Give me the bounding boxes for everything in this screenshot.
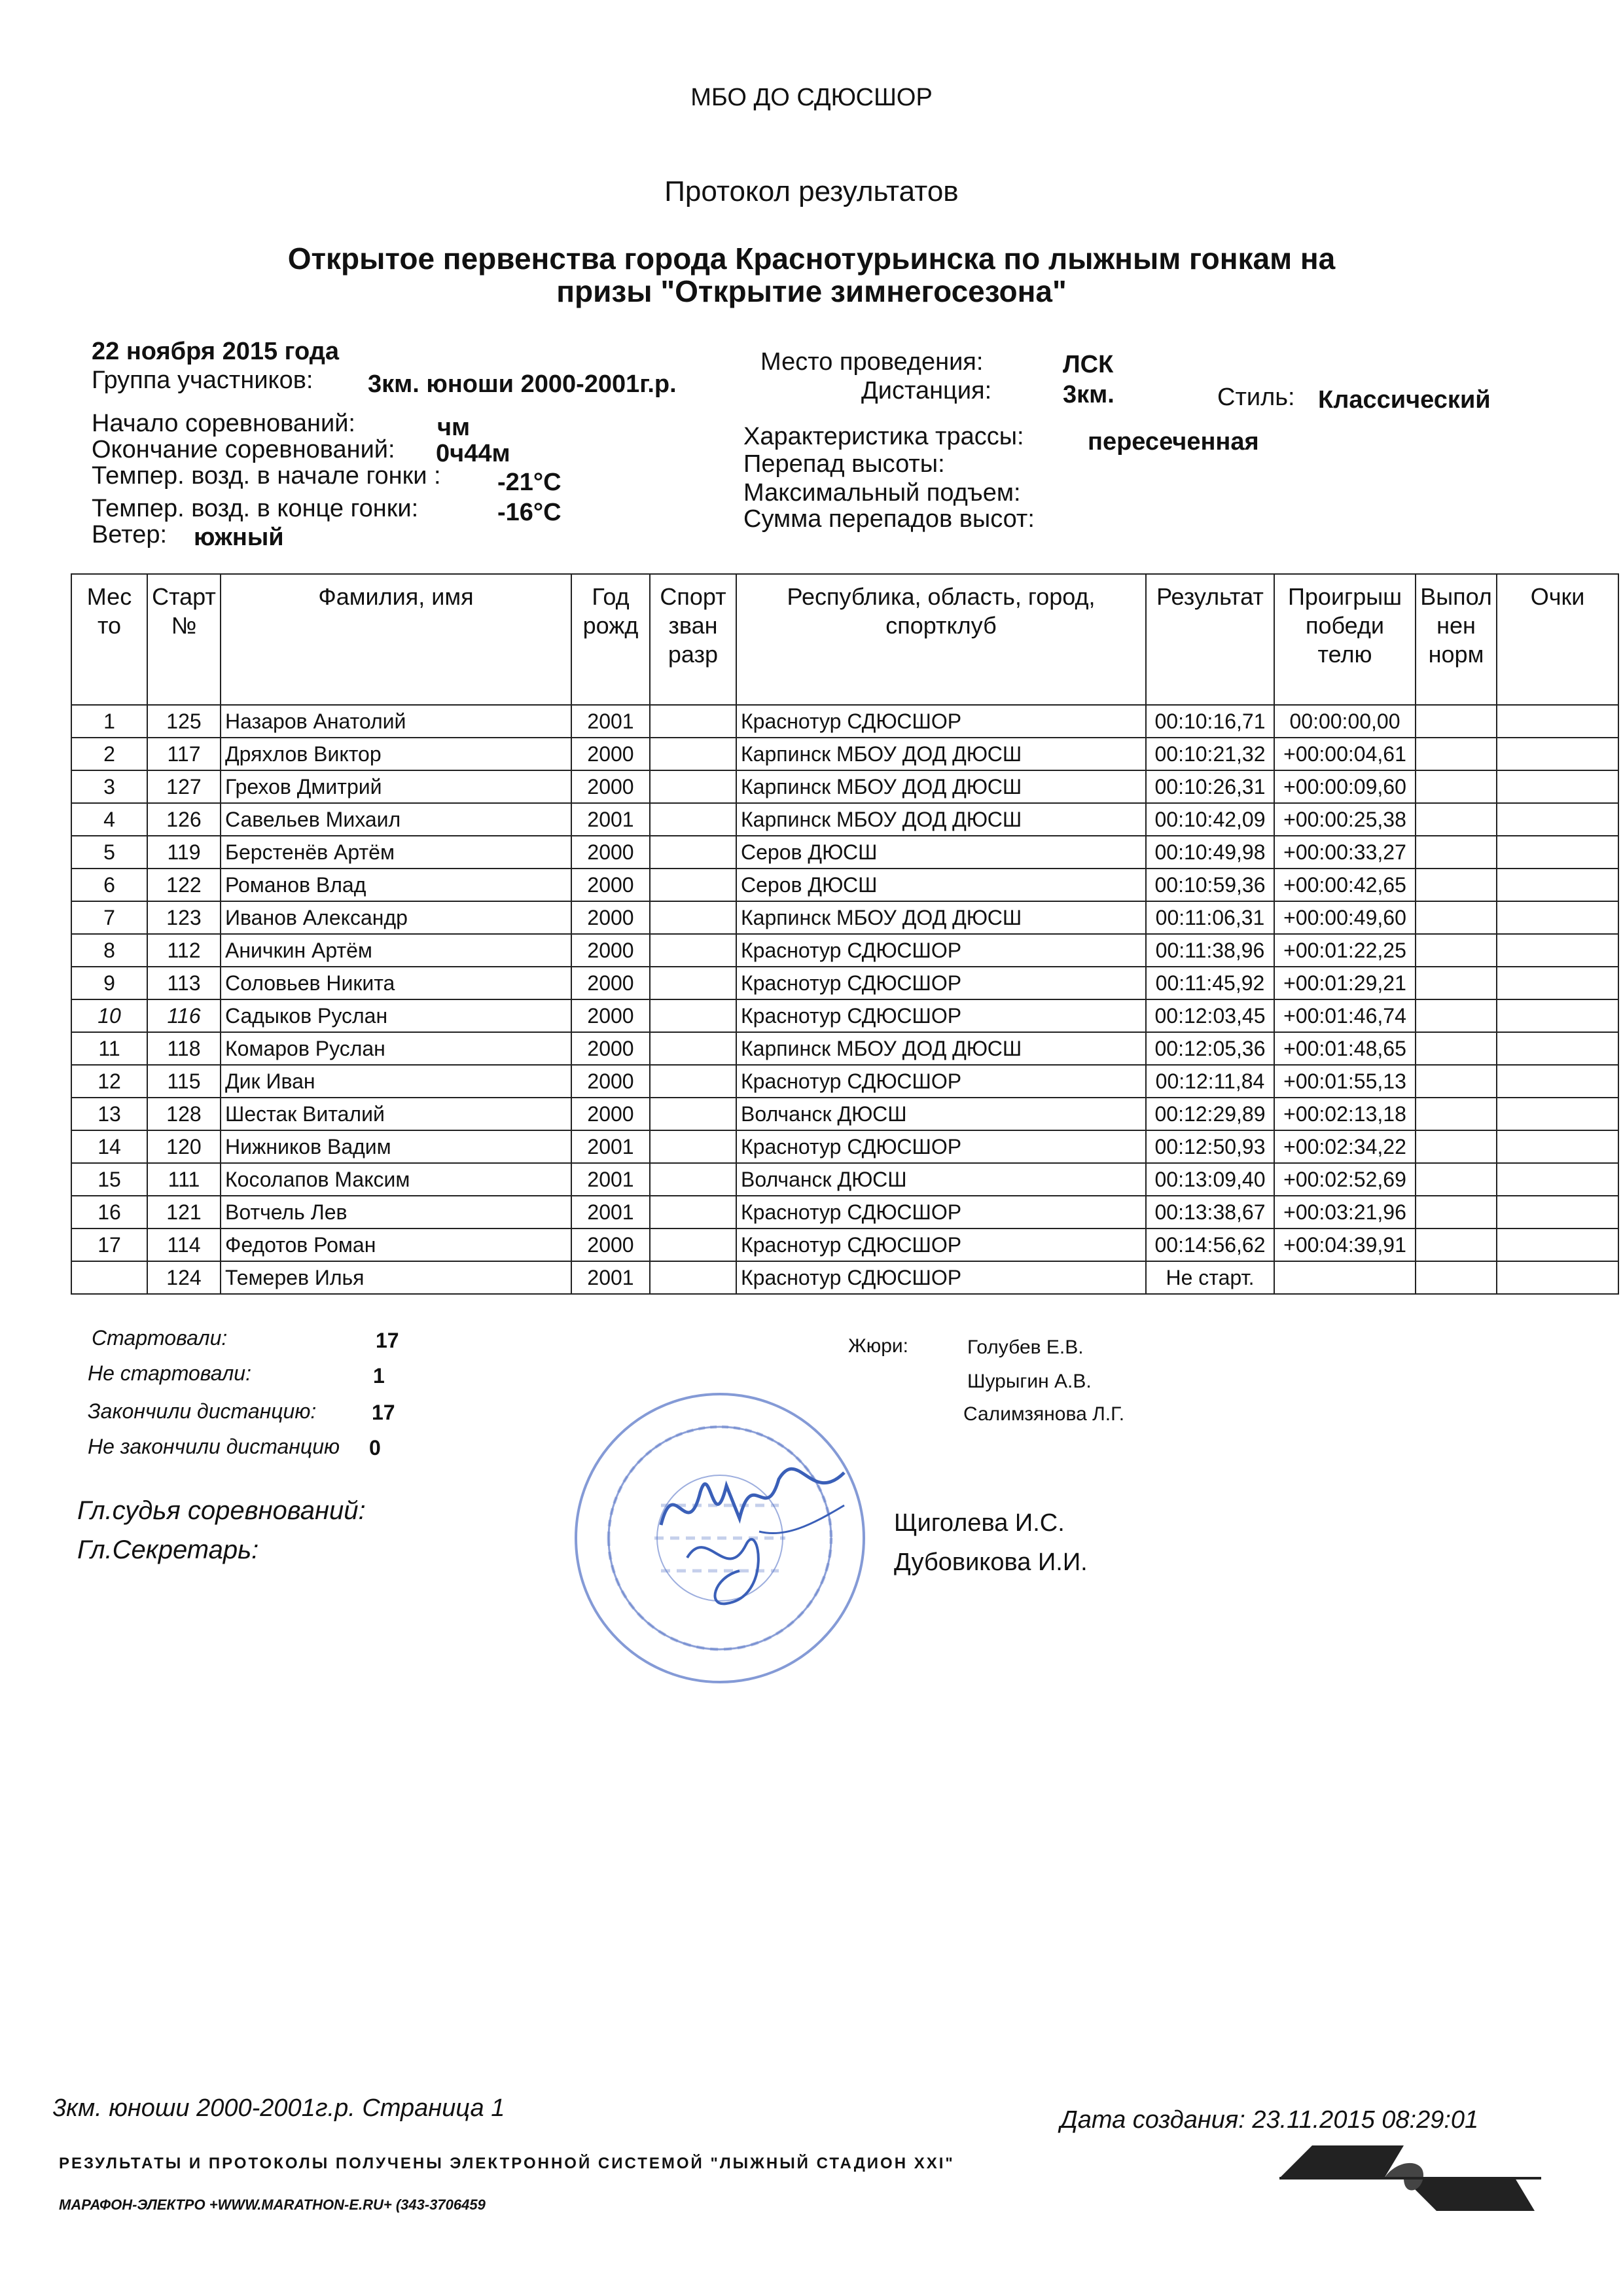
not-started-label: Не стартовали: (88, 1361, 251, 1385)
cell-points (1497, 1196, 1618, 1229)
not-finished-label: Не закончили дистанцию (88, 1435, 340, 1458)
cell-points (1497, 1098, 1618, 1130)
cell-result: 00:12:50,93 (1146, 1130, 1274, 1163)
header-norm: Выпол нен норм (1416, 574, 1497, 705)
footer-system-line: РЕЗУЛЬТАТЫ И ПРОТОКОЛЫ ПОЛУЧЕНЫ ЭЛЕКТРОННОЙ СИСТЕМОЙ "ЛЫЖНЫЙ СТАДИОН XXI" (59, 2155, 955, 2172)
cell-place: 12 (71, 1065, 147, 1098)
cell-behind (1274, 1261, 1416, 1294)
cell-place: 13 (71, 1098, 147, 1130)
cell-club: Краснотур СДЮСШОР (736, 999, 1146, 1032)
cell-name: Шестак Виталий (221, 1098, 571, 1130)
cell-result: 00:14:56,62 (1146, 1229, 1274, 1261)
cell-points (1497, 869, 1618, 901)
table-row (71, 1065, 1618, 1098)
cell-points (1497, 1163, 1618, 1196)
max-climb-label: Максимальный подъем: (743, 479, 1021, 507)
table-row (71, 869, 1618, 901)
cell-place: 4 (71, 803, 147, 836)
cell-bib: 121 (147, 1196, 221, 1229)
not-started-value: 1 (373, 1364, 385, 1388)
table-row (71, 803, 1618, 836)
cell-club: Карпинск МБОУ ДОД ДЮСШ (736, 1032, 1146, 1065)
table-row (71, 1130, 1618, 1163)
cell-rank (650, 934, 736, 967)
protocol-title: Протокол результатов (664, 175, 959, 207)
cell-bib: 115 (147, 1065, 221, 1098)
table-row (71, 1098, 1618, 1130)
cell-club: Краснотур СДЮСШОР (736, 1229, 1146, 1261)
header-rank: Спорт зван разр (650, 574, 736, 705)
cell-rank (650, 1163, 736, 1196)
cell-place: 1 (71, 705, 147, 738)
cell-bib: 119 (147, 836, 221, 869)
cell-behind: +00:03:21,96 (1274, 1196, 1416, 1229)
finished-value: 17 (372, 1401, 395, 1424)
competition-date: 22 ноября 2015 года (92, 338, 339, 365)
cell-name: Темерев Илья (221, 1261, 571, 1294)
cell-result: 00:13:09,40 (1146, 1163, 1274, 1196)
cell-name: Садыков Руслан (221, 999, 571, 1032)
cell-bib: 112 (147, 934, 221, 967)
cell-rank (650, 999, 736, 1032)
cell-name: Назаров Анатолий (221, 705, 571, 738)
cell-result: 00:12:05,36 (1146, 1032, 1274, 1065)
group-label: Группа участников: (92, 367, 313, 394)
cell-rank (650, 869, 736, 901)
cell-club: Серов ДЮСШ (736, 836, 1146, 869)
cell-year: 2000 (571, 901, 650, 934)
jury-member-3: Салимзянова Л.Г. (963, 1403, 1125, 1425)
cell-place: 3 (71, 770, 147, 803)
cell-points (1497, 934, 1618, 967)
cell-points (1497, 901, 1618, 934)
start-label: Начало соревнований: (92, 410, 355, 437)
cell-norm (1416, 1163, 1497, 1196)
table-row (71, 967, 1618, 999)
cell-bib: 128 (147, 1098, 221, 1130)
cell-result: 00:10:26,31 (1146, 770, 1274, 803)
cell-club: Краснотур СДЮСШОР (736, 1261, 1146, 1294)
cell-year: 2000 (571, 1229, 650, 1261)
cell-year: 2000 (571, 934, 650, 967)
cell-result: 00:10:21,32 (1146, 738, 1274, 770)
cell-norm (1416, 1229, 1497, 1261)
cell-bib: 113 (147, 967, 221, 999)
cell-year: 2001 (571, 1163, 650, 1196)
cell-name: Дряхлов Виктор (221, 738, 571, 770)
cell-rank (650, 1196, 736, 1229)
cell-rank (650, 770, 736, 803)
cell-bib: 124 (147, 1261, 221, 1294)
cell-bib: 111 (147, 1163, 221, 1196)
sum-diff-label: Сумма перепадов высот: (743, 505, 1035, 533)
cell-name: Соловьев Никита (221, 967, 571, 999)
cell-club: Волчанск ДЮСШ (736, 1163, 1146, 1196)
cell-rank (650, 1098, 736, 1130)
chief-judge-label: Гл.судья соревнований: (77, 1496, 366, 1525)
cell-year: 2001 (571, 705, 650, 738)
cell-name: Иванов Александр (221, 901, 571, 934)
cell-behind: +00:00:25,38 (1274, 803, 1416, 836)
cell-rank (650, 1261, 736, 1294)
jury-label: Жюри: (848, 1335, 908, 1357)
cell-norm (1416, 1065, 1497, 1098)
cell-result: 00:10:49,98 (1146, 836, 1274, 869)
cell-place: 9 (71, 967, 147, 999)
cell-points (1497, 705, 1618, 738)
track-label: Характеристика трассы: (743, 423, 1024, 450)
cell-bib: 114 (147, 1229, 221, 1261)
group-value: 3км. юноши 2000-2001г.р. (368, 370, 677, 398)
cell-norm (1416, 934, 1497, 967)
cell-year: 2000 (571, 738, 650, 770)
cell-year: 2000 (571, 869, 650, 901)
cell-name: Косолапов Максим (221, 1163, 571, 1196)
cell-points (1497, 1065, 1618, 1098)
cell-bib: 126 (147, 803, 221, 836)
wind-label: Ветер: (92, 521, 168, 548)
distance-label: Дистанция: (861, 377, 992, 404)
table-row (71, 1261, 1618, 1294)
started-label: Стартовали: (92, 1326, 228, 1350)
cell-behind: +00:00:49,60 (1274, 901, 1416, 934)
end-value: 0ч44м (436, 440, 510, 467)
cell-year: 2001 (571, 803, 650, 836)
header-points: Очки (1497, 574, 1618, 705)
cell-points (1497, 803, 1618, 836)
cell-norm (1416, 901, 1497, 934)
start-value: чм (437, 414, 471, 441)
cell-behind: +00:01:22,25 (1274, 934, 1416, 967)
cell-place: 10 (71, 999, 147, 1032)
table-header-row (71, 574, 1618, 705)
style-label: Стиль: (1217, 384, 1295, 411)
cell-club: Карпинск МБОУ ДОД ДЮСШ (736, 770, 1146, 803)
cell-norm (1416, 1196, 1497, 1229)
cell-club: Краснотур СДЮСШОР (736, 705, 1146, 738)
table-row (71, 1163, 1618, 1196)
cell-behind: +00:01:29,21 (1274, 967, 1416, 999)
started-value: 17 (376, 1329, 399, 1352)
header-result: Результат (1146, 574, 1274, 705)
cell-club: Краснотур СДЮСШОР (736, 1130, 1146, 1163)
cell-bib: 117 (147, 738, 221, 770)
cell-rank (650, 1032, 736, 1065)
cell-behind: +00:02:13,18 (1274, 1098, 1416, 1130)
cell-points (1497, 1261, 1618, 1294)
cell-behind: +00:02:34,22 (1274, 1130, 1416, 1163)
cell-bib: 123 (147, 901, 221, 934)
cell-behind: +00:00:42,65 (1274, 869, 1416, 901)
cell-points (1497, 738, 1618, 770)
cell-norm (1416, 1098, 1497, 1130)
cell-points (1497, 836, 1618, 869)
cell-result: 00:10:42,09 (1146, 803, 1274, 836)
cell-norm (1416, 770, 1497, 803)
cell-result: 00:12:11,84 (1146, 1065, 1274, 1098)
cell-name: Романов Влад (221, 869, 571, 901)
cell-result: 00:11:45,92 (1146, 967, 1274, 999)
venue-value: ЛСК (1063, 351, 1114, 378)
cell-behind: +00:00:04,61 (1274, 738, 1416, 770)
cell-rank (650, 967, 736, 999)
temp-end-value: -16°C (497, 499, 562, 526)
cell-norm (1416, 1130, 1497, 1163)
cell-result: 00:12:03,45 (1146, 999, 1274, 1032)
table-row (71, 770, 1618, 803)
table-row (71, 999, 1618, 1032)
cell-year: 2000 (571, 836, 650, 869)
cell-rank (650, 901, 736, 934)
cell-club: Карпинск МБОУ ДОД ДЮСШ (736, 738, 1146, 770)
results-table (71, 573, 1619, 1295)
cell-place: 14 (71, 1130, 147, 1163)
cell-club: Карпинск МБОУ ДОД ДЮСШ (736, 803, 1146, 836)
cell-result: Не старт. (1146, 1261, 1274, 1294)
cell-rank (650, 803, 736, 836)
cell-year: 2001 (571, 1261, 650, 1294)
cell-norm (1416, 967, 1497, 999)
cell-year: 2000 (571, 1098, 650, 1130)
cell-behind: +00:01:48,65 (1274, 1032, 1416, 1065)
cell-place: 6 (71, 869, 147, 901)
table-row (71, 705, 1618, 738)
cell-name: Берстенёв Артём (221, 836, 571, 869)
height-diff-label: Перепад высоты: (743, 450, 945, 478)
cell-behind: +00:01:46,74 (1274, 999, 1416, 1032)
cell-bib: 122 (147, 869, 221, 901)
cell-bib: 127 (147, 770, 221, 803)
cell-year: 2001 (571, 1130, 650, 1163)
table-row (71, 1196, 1618, 1229)
cell-result: 00:11:06,31 (1146, 901, 1274, 934)
finished-label: Закончили дистанцию: (88, 1399, 317, 1423)
cell-norm (1416, 836, 1497, 869)
cell-behind: +00:00:33,27 (1274, 836, 1416, 869)
wind-value: южный (194, 524, 284, 551)
cell-name: Нижников Вадим (221, 1130, 571, 1163)
cell-bib: 125 (147, 705, 221, 738)
cell-place: 5 (71, 836, 147, 869)
cell-rank (650, 738, 736, 770)
cell-points (1497, 770, 1618, 803)
cell-points (1497, 967, 1618, 999)
cell-club: Краснотур СДЮСШОР (736, 934, 1146, 967)
cell-norm (1416, 803, 1497, 836)
table-row (71, 738, 1618, 770)
cell-name: Аничкин Артём (221, 934, 571, 967)
cell-rank (650, 836, 736, 869)
cell-place: 15 (71, 1163, 147, 1196)
organization-name: МБО ДО СДЮСШОР (690, 84, 933, 111)
cell-behind: +00:00:09,60 (1274, 770, 1416, 803)
cell-club: Волчанск ДЮСШ (736, 1098, 1146, 1130)
cell-year: 2000 (571, 1065, 650, 1098)
cell-place: 17 (71, 1229, 147, 1261)
footer-created-date: Дата создания: 23.11.2015 08:29:01 (1060, 2106, 1479, 2134)
table-row (71, 934, 1618, 967)
table-row (71, 1229, 1618, 1261)
header-name: Фамилия, имя (221, 574, 571, 705)
temp-end-label: Темпер. возд. в конце гонки: (92, 495, 419, 522)
cell-behind: +00:02:52,69 (1274, 1163, 1416, 1196)
cell-result: 00:12:29,89 (1146, 1098, 1274, 1130)
track-value: пересеченная (1088, 428, 1259, 456)
ski-stadium-logo (1273, 2139, 1548, 2217)
cell-norm (1416, 999, 1497, 1032)
distance-value: 3км. (1063, 381, 1115, 408)
cell-club: Краснотур СДЮСШОР (736, 1196, 1146, 1229)
secretary-name: Дубовикова И.И. (894, 1549, 1088, 1576)
header-club: Республика, область, город, спортклуб (736, 574, 1146, 705)
cell-place: 7 (71, 901, 147, 934)
cell-club: Краснотур СДЮСШОР (736, 967, 1146, 999)
style-value: Классический (1318, 386, 1491, 414)
end-label: Окончание соревнований: (92, 436, 395, 463)
secretary-label: Гл.Секретарь: (77, 1535, 259, 1564)
cell-points (1497, 999, 1618, 1032)
footer-page-info: 3км. юноши 2000-2001г.р. Страница 1 (52, 2094, 505, 2122)
table-row (71, 836, 1618, 869)
temp-start-label: Темпер. возд. в начале гонки : (92, 462, 441, 490)
header-place: Мес то (71, 574, 147, 705)
cell-points (1497, 1130, 1618, 1163)
cell-bib: 120 (147, 1130, 221, 1163)
cell-year: 2000 (571, 770, 650, 803)
cell-behind: 00:00:00,00 (1274, 705, 1416, 738)
cell-place: 16 (71, 1196, 147, 1229)
cell-norm (1416, 1261, 1497, 1294)
cell-name: Савельев Михаил (221, 803, 571, 836)
table-row (71, 1032, 1618, 1065)
cell-bib: 116 (147, 999, 221, 1032)
cell-norm (1416, 1032, 1497, 1065)
header-behind: Проигрыш победи телю (1274, 574, 1416, 705)
cell-behind: +00:01:55,13 (1274, 1065, 1416, 1098)
cell-rank (650, 1229, 736, 1261)
cell-result: 00:13:38,67 (1146, 1196, 1274, 1229)
cell-behind: +00:04:39,91 (1274, 1229, 1416, 1261)
cell-club: Карпинск МБОУ ДОД ДЮСШ (736, 901, 1146, 934)
cell-result: 00:11:38,96 (1146, 934, 1274, 967)
cell-norm (1416, 738, 1497, 770)
cell-year: 2001 (571, 1196, 650, 1229)
venue-label: Место проведения: (760, 348, 984, 376)
footer-website-line: МАРАФОН-ЭЛЕКТРО +WWW.MARATHON-E.RU+ (343-3706459 (59, 2197, 486, 2213)
header-bib: Старт № (147, 574, 221, 705)
cell-place: 8 (71, 934, 147, 967)
cell-name: Дик Иван (221, 1065, 571, 1098)
cell-year: 2000 (571, 1032, 650, 1065)
cell-points (1497, 1229, 1618, 1261)
cell-name: Комаров Руслан (221, 1032, 571, 1065)
cell-name: Грехов Дмитрий (221, 770, 571, 803)
cell-rank (650, 1065, 736, 1098)
cell-place: 11 (71, 1032, 147, 1065)
cell-year: 2000 (571, 967, 650, 999)
not-finished-value: 0 (369, 1436, 381, 1460)
jury-member-2: Шурыгин А.В. (967, 1371, 1092, 1392)
cell-place (71, 1261, 147, 1294)
competition-title-line1: Открытое первенства города Краснотурьинска по лыжным гонкам на (287, 242, 1336, 276)
cell-name: Вотчель Лев (221, 1196, 571, 1229)
temp-start-value: -21°C (497, 469, 562, 496)
cell-norm (1416, 705, 1497, 738)
cell-rank (650, 705, 736, 738)
cell-year: 2000 (571, 999, 650, 1032)
cell-place: 2 (71, 738, 147, 770)
cell-norm (1416, 869, 1497, 901)
cell-result: 00:10:59,36 (1146, 869, 1274, 901)
chief-judge-name: Щиголева И.С. (894, 1509, 1065, 1537)
cell-name: Федотов Роман (221, 1229, 571, 1261)
cell-club: Серов ДЮСШ (736, 869, 1146, 901)
table-row (71, 901, 1618, 934)
cell-result: 00:10:16,71 (1146, 705, 1274, 738)
competition-title-line2: призы "Открытие зимнегосезона" (556, 274, 1067, 308)
cell-club: Краснотур СДЮСШОР (736, 1065, 1146, 1098)
jury-member-1: Голубев Е.В. (967, 1336, 1084, 1358)
cell-rank (650, 1130, 736, 1163)
cell-bib: 118 (147, 1032, 221, 1065)
handwritten-signature (648, 1446, 864, 1617)
header-year: Год рожд (571, 574, 650, 705)
cell-points (1497, 1032, 1618, 1065)
